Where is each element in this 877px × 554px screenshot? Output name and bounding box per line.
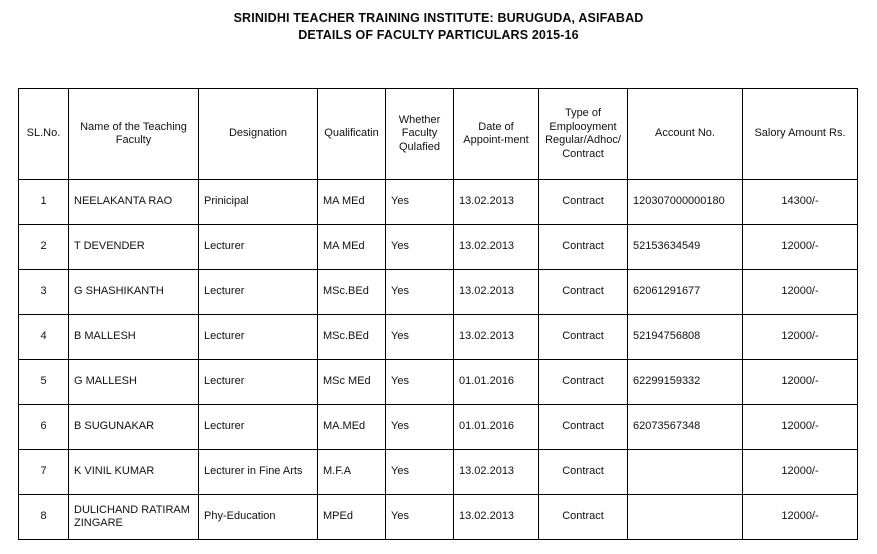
- table-row: [19, 405, 858, 450]
- cell-type-of-employment: Contract: [539, 405, 628, 450]
- cell-account-no: 52194756808: [628, 315, 743, 360]
- cell-whether-qualified: Yes: [386, 315, 454, 360]
- column-header-salary-amount: Salory Amount Rs.: [743, 89, 858, 180]
- cell-qualification: MA.MEd: [318, 405, 386, 450]
- cell-name: G MALLESH: [69, 360, 199, 405]
- faculty-table-container: [18, 88, 857, 540]
- table-row: [19, 270, 858, 315]
- table-row: [19, 360, 858, 405]
- cell-qualification: MSc.BEd: [318, 315, 386, 360]
- cell-qualification: MA MEd: [318, 225, 386, 270]
- cell-type-of-employment: Contract: [539, 360, 628, 405]
- cell-qualification: MPEd: [318, 495, 386, 540]
- cell-type-of-employment: Contract: [539, 270, 628, 315]
- cell-designation: Lecturer: [199, 270, 318, 315]
- cell-whether-qualified: Yes: [386, 270, 454, 315]
- cell-salary-amount: 12000/-: [743, 315, 858, 360]
- cell-date-of-appointment: 13.02.2013: [454, 225, 539, 270]
- cell-date-of-appointment: 13.02.2013: [454, 495, 539, 540]
- cell-qualification: MSc MEd: [318, 360, 386, 405]
- cell-type-of-employment: Contract: [539, 225, 628, 270]
- cell-sl-no: 7: [19, 450, 69, 495]
- column-header-qualification: Qualificatin: [318, 89, 386, 180]
- cell-name: K VINIL KUMAR: [69, 450, 199, 495]
- table-body: [19, 180, 858, 540]
- table-header-row: [19, 89, 858, 180]
- cell-name: B SUGUNAKAR: [69, 405, 199, 450]
- cell-name: DULICHAND RATIRAM ZINGARE: [69, 495, 199, 540]
- table-header: [19, 89, 858, 180]
- column-header-designation: Designation: [199, 89, 318, 180]
- cell-qualification: MSc.BEd: [318, 270, 386, 315]
- faculty-particulars-table: [18, 88, 858, 540]
- cell-date-of-appointment: 13.02.2013: [454, 315, 539, 360]
- cell-designation: Lecturer in Fine Arts: [199, 450, 318, 495]
- cell-sl-no: 4: [19, 315, 69, 360]
- cell-account-no: 62061291677: [628, 270, 743, 315]
- cell-salary-amount: 12000/-: [743, 225, 858, 270]
- cell-qualification: MA MEd: [318, 180, 386, 225]
- column-header-name: Name of the Teaching Faculty: [69, 89, 199, 180]
- page-title-line-2: DETAILS OF FACULTY PARTICULARS 2015-16: [298, 28, 579, 42]
- cell-salary-amount: 12000/-: [743, 405, 858, 450]
- cell-account-no: 62299159332: [628, 360, 743, 405]
- cell-sl-no: 6: [19, 405, 69, 450]
- cell-account-no: 52153634549: [628, 225, 743, 270]
- cell-designation: Phy-Education: [199, 495, 318, 540]
- cell-salary-amount: 12000/-: [743, 450, 858, 495]
- cell-whether-qualified: Yes: [386, 225, 454, 270]
- table-row: [19, 495, 858, 540]
- cell-type-of-employment: Contract: [539, 450, 628, 495]
- column-header-type-of-employment: Type of Emplooyment Regular/Adhoc/ Contract: [539, 89, 628, 180]
- cell-date-of-appointment: 13.02.2013: [454, 270, 539, 315]
- cell-whether-qualified: Yes: [386, 180, 454, 225]
- cell-sl-no: 2: [19, 225, 69, 270]
- cell-date-of-appointment: 13.02.2013: [454, 450, 539, 495]
- cell-designation: Prinicipal: [199, 180, 318, 225]
- cell-account-no: 62073567348: [628, 405, 743, 450]
- cell-salary-amount: 12000/-: [743, 495, 858, 540]
- cell-salary-amount: 12000/-: [743, 270, 858, 315]
- table-row: [19, 315, 858, 360]
- cell-whether-qualified: Yes: [386, 405, 454, 450]
- cell-whether-qualified: Yes: [386, 495, 454, 540]
- cell-account-no: [628, 450, 743, 495]
- cell-whether-qualified: Yes: [386, 450, 454, 495]
- cell-sl-no: 1: [19, 180, 69, 225]
- cell-designation: Lecturer: [199, 315, 318, 360]
- table-row: [19, 180, 858, 225]
- cell-designation: Lecturer: [199, 360, 318, 405]
- table-row: [19, 450, 858, 495]
- cell-type-of-employment: Contract: [539, 180, 628, 225]
- cell-date-of-appointment: 13.02.2013: [454, 180, 539, 225]
- table-row: [19, 225, 858, 270]
- cell-account-no: 120307000000180: [628, 180, 743, 225]
- cell-account-no: [628, 495, 743, 540]
- cell-salary-amount: 14300/-: [743, 180, 858, 225]
- cell-whether-qualified: Yes: [386, 360, 454, 405]
- document-title-block: [0, 0, 877, 44]
- cell-name: B MALLESH: [69, 315, 199, 360]
- cell-date-of-appointment: 01.01.2016: [454, 405, 539, 450]
- cell-sl-no: 3: [19, 270, 69, 315]
- cell-name: G SHASHIKANTH: [69, 270, 199, 315]
- cell-salary-amount: 12000/-: [743, 360, 858, 405]
- cell-date-of-appointment: 01.01.2016: [454, 360, 539, 405]
- cell-qualification: M.F.A: [318, 450, 386, 495]
- cell-type-of-employment: Contract: [539, 315, 628, 360]
- cell-type-of-employment: Contract: [539, 495, 628, 540]
- column-header-account-no: Account No.: [628, 89, 743, 180]
- cell-designation: Lecturer: [199, 225, 318, 270]
- cell-sl-no: 5: [19, 360, 69, 405]
- page-title-line-1: SRINIDHI TEACHER TRAINING INSTITUTE: BURUGUDA, ASIFABAD: [233, 11, 644, 25]
- column-header-sl-no: SL.No.: [19, 89, 69, 180]
- column-header-date-of-appointment: Date of Appoint-ment: [454, 89, 539, 180]
- column-header-whether-qualified: Whether Faculty Qulafied: [386, 89, 454, 180]
- cell-designation: Lecturer: [199, 405, 318, 450]
- cell-name: T DEVENDER: [69, 225, 199, 270]
- cell-name: NEELAKANTA RAO: [69, 180, 199, 225]
- cell-sl-no: 8: [19, 495, 69, 540]
